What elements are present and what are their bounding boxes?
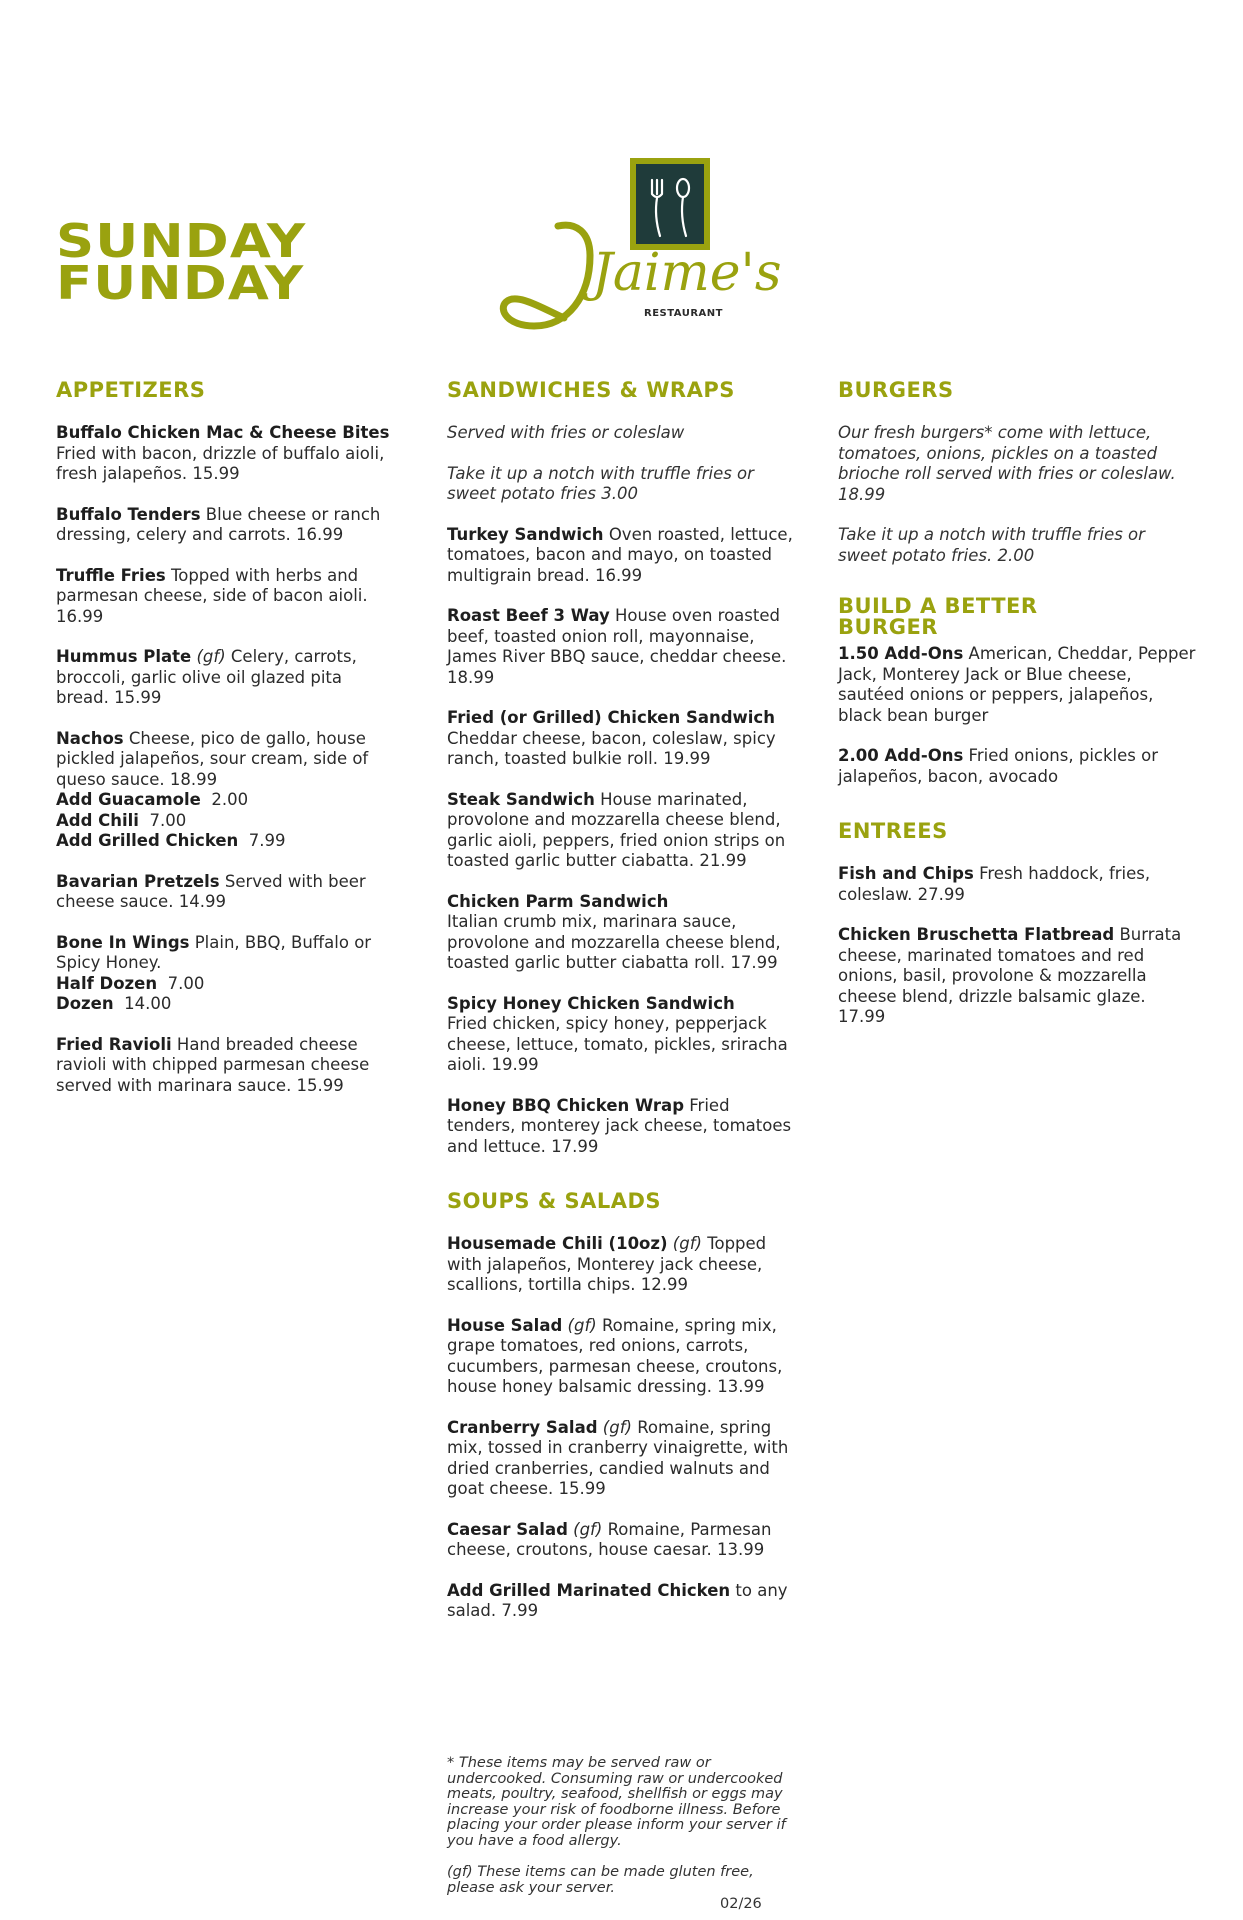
appetizers-heading: APPETIZERS (56, 378, 206, 402)
logo-subtitle: RESTAURANT (644, 308, 723, 319)
soups-heading: SOUPS & SALADS (447, 1189, 662, 1213)
sandwiches-upgrade-note: Take it up a notch with truffle fries or sweet potato fries 3.00 (447, 463, 754, 503)
menu-item: Housemade Chili (10oz) (gf) Topped with jalapeños, Monterey jack cheese, scallions, tortilla chips. 12.99 (447, 1234, 767, 1294)
logo-script-text: Jaime's (592, 243, 782, 303)
menu-item: Caesar Salad (gf) Romaine, Parmesan cheese, croutons, house caesar. 13.99 (447, 1519, 772, 1559)
menu-item: Spicy Honey Chicken Sandwich Fried chicken, spicy honey, pepperjack cheese, lettuce, tomato, pickles, sriracha aioli. 19.99 (447, 993, 788, 1074)
footnote (447, 1756, 797, 1912)
menu-item: Buffalo Tenders Blue cheese or ranch dressing, celery and carrots. 16.99 (56, 504, 381, 544)
size-line: Half Dozen 7.00 (56, 973, 205, 993)
menu-item: Fried Ravioli Hand breaded cheese ravioli with chipped parmesan cheese served with marinara sauce. 15.99 (56, 1034, 370, 1095)
menu-item: Fish and Chips Fresh haddock, fries, coleslaw. 27.99 (838, 864, 1151, 904)
menu-item: 2.00 Add-Ons Fried onions, pickles or jalapeños, bacon, avocado (838, 746, 1158, 786)
menu-item: Truffle Fries Topped with herbs and parmesan cheese, side of bacon aioli. 16.99 (56, 565, 368, 626)
menu-item: Fried (or Grilled) Chicken Sandwich Cheddar cheese, bacon, coleslaw, spicy ranch, toasted bulkie roll. 19.99 (447, 708, 776, 768)
menu-item: Chicken Parm Sandwich Italian crumb mix, marinara sauce, provolone and mozzarella cheese blend, toasted garlic butter ciabatta roll. 17.99 (447, 891, 781, 972)
sandwiches-heading: SANDWICHES & WRAPS (447, 378, 735, 402)
burgers-heading: BURGERS (838, 378, 954, 402)
menu-item: Turkey Sandwich Oven roasted, lettuce, tomatoes, bacon and mayo, on toasted multigrain bread. 16.99 (447, 524, 793, 585)
raw-warning: * These items may be served raw or undercooked. Consuming raw or undercooked meats, poultry, seafood, shellfish or eggs may increase your risk of foodborne illness. Before placing your order please inform your server if you have a food allergy. (447, 1755, 786, 1849)
menu-item: Bavarian Pretzels Served with beer cheese sauce. 14.99 (56, 871, 366, 911)
addon-line: Add Chili 7.00 (56, 810, 187, 830)
title-line-1: SUNDAY (56, 214, 307, 268)
menu-item: Nachos Cheese, pico de gallo, house pickled jalapeños, sour cream, side of queso sauce. 18.99 Add Guacamole 2.00 Add Chili 7.00 Add Grilled Chicken 7.99 (56, 729, 396, 852)
menu-item: Buffalo Chicken Mac & Cheese Bites Fried with bacon, drizzle of buffalo aioli, fresh jalapeños. 15.99 (56, 423, 390, 483)
date-code: 02/26 (720, 1896, 762, 1912)
entrees-heading: ENTREES (838, 819, 948, 843)
menu-item: Bone In Wings Plain, BBQ, Buffalo or Spicy Honey. Half Dozen 7.00 Dozen 14.00 (56, 933, 396, 1015)
menu-item: Add Grilled Marinated Chicken to any salad. 7.99 (447, 1580, 788, 1620)
column-sandwiches (447, 380, 797, 1642)
menu-item: 1.50 Add-Ons American, Cheddar, Pepper Jack, Monterey Jack or Blue cheese, sautéed onions or peppers, jalapeños, black bean burger (838, 644, 1196, 725)
menu-title (56, 214, 307, 310)
gluten-free-note: (gf) These items can be made gluten free, please ask your server. (447, 1864, 754, 1896)
restaurant-logo (494, 158, 782, 334)
build-heading: BUILD A BETTER BURGER (838, 594, 1038, 639)
size-line: Dozen 14.00 (56, 994, 172, 1013)
menu-item: Steak Sandwich House marinated, provolone and mozzarella cheese blend, garlic aioli, peppers, fried onion strips on toasted garlic butter ciabatta. 21.99 (447, 789, 786, 870)
menu-item: House Salad (gf) Romaine, spring mix, grape tomatoes, red onions, carrots, cucumbers, parmesan cheese, croutons, house honey balsamic dressing. 13.99 (447, 1315, 783, 1396)
sandwiches-note: Served with fries or coleslaw (447, 423, 685, 442)
menu-item: Roast Beef 3 Way House oven roasted beef, toasted onion roll, mayonnaise, James River BBQ sauce, cheddar cheese. 18.99 (447, 606, 787, 687)
addon-line: Add Grilled Chicken 7.99 (56, 831, 286, 850)
menu-item: Cranberry Salad (gf) Romaine, spring mix, tossed in cranberry vinaigrette, with dried cranberries, candied walnuts and goat cheese. 15.99 (447, 1417, 789, 1498)
title-line-2: FUNDAY (56, 256, 305, 310)
menu-item: Honey BBQ Chicken Wrap Fried tenders, monterey jack cheese, tomatoes and lettuce. 17.99 (447, 1095, 792, 1156)
column-burgers (838, 380, 1198, 1048)
addon-line: Add Guacamole 2.00 (56, 790, 249, 809)
menu-item: Hummus Plate (gf) Celery, carrots, broccoli, garlic olive oil glazed pita bread. 15.99 (56, 647, 357, 707)
burgers-note: Our fresh burgers* come with lettuce, tomatoes, onions, pickles on a toasted brioche roll served with fries or coleslaw. 18.99 (838, 423, 1176, 504)
menu-item: Chicken Bruschetta Flatbread Burrata cheese, marinated tomatoes and red onions, basil, provolone & mozzarella cheese blend, drizzle balsamic glaze. 17.99 (838, 925, 1182, 1026)
logo-script-j (503, 225, 590, 326)
burgers-upgrade-note: Take it up a notch with truffle fries or sweet potato fries. 2.00 (838, 525, 1145, 565)
column-appetizers (56, 380, 396, 1116)
